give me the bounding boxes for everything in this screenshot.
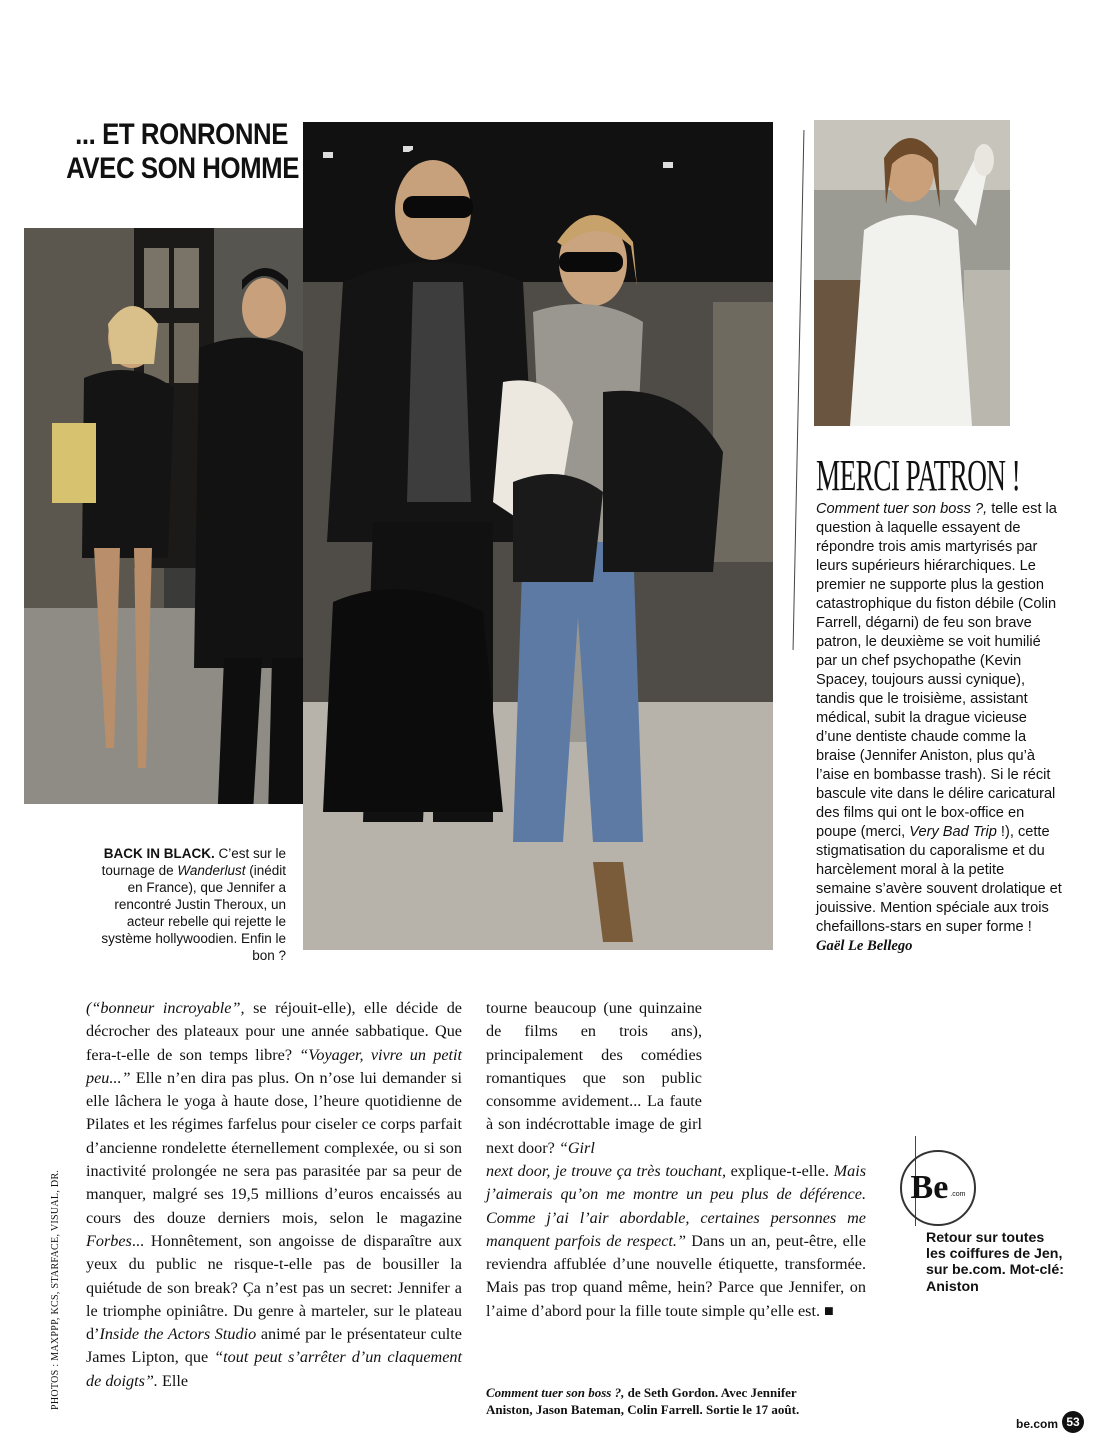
- footer-site: be.com: [1016, 1417, 1059, 1431]
- article-text-3: ... Honnêtement, son angoisse de disparaître aux yeux du public ne risque-t-elle pas de bousiller la quiétude de son break? Ça n’est pas un secret: Jennifer a le triomphe opiniâtre. Du genre à marteler, sur le plateau d’: [86, 1231, 462, 1344]
- photo-credits: PHOTOS : MAXPPP, KCS, STARFACE, VISUAL, DR.: [50, 1169, 61, 1410]
- headline: [66, 118, 300, 186]
- caption-film: Wanderlust: [177, 863, 246, 878]
- be-logo-mark: Be: [910, 1169, 949, 1206]
- be-logo-sub: .com: [950, 1191, 966, 1198]
- article-text-5: Elle: [157, 1371, 189, 1390]
- article-quote-3: “tout peut s’arrêter d’un claquement de doigts”.: [86, 1348, 462, 1390]
- film-credit-title: Comment tuer son boss ?,: [486, 1385, 625, 1400]
- article-column-3: [486, 1160, 866, 1323]
- sidebar-divider: [793, 130, 805, 650]
- sidebar-title: MERCI PATRON !: [816, 451, 1021, 500]
- article-col2-text: tourne beaucoup (une quinzaine de films en trois ans), principalement des comédies romantiques que son public consomme avidement... La faute à son indécrottable image de girl next door?: [486, 999, 702, 1157]
- article-column-2: [486, 997, 702, 1160]
- article-col3-quote-2: Mais j’aimerais qu’on me montre un peu plus de déférence. Comme j’ai l’air abordable, certaines personnes me manquent parfois de respect.”: [486, 1162, 866, 1250]
- sidebar-body-2: !), cette stigmatisation du caporalisme et du harcèlement moral à la petite semaine s’avère souvent drolatique et jouissive. Mention spéciale aux trois chefaillons-stars en super forme !: [816, 824, 1062, 935]
- be-logo: [900, 1150, 976, 1226]
- film-credit-text: de Seth Gordon. Avec Jennifer Aniston, Jason Bateman, Colin Farrell. Sortie le 17 août.: [486, 1385, 800, 1417]
- sidebar-signature: Gaël Le Bellego: [816, 938, 913, 954]
- caption-text: C’est sur le tournage de: [101, 846, 286, 878]
- photo-couple-airport: [303, 122, 773, 950]
- article-column-1: [86, 997, 462, 1393]
- article-quote-2: “Voyager, vivre un petit peu...”: [86, 1045, 463, 1087]
- headline-line-2: AVEC SON HOMME: [66, 152, 300, 185]
- sidebar-lead: Comment tuer son boss ?,: [816, 501, 988, 517]
- article-show: Inside the Actors Studio: [99, 1325, 257, 1344]
- article-forbes: Forbes: [86, 1231, 132, 1250]
- article-text-4: animé par le présentateur culte James Lipton, que: [86, 1325, 462, 1367]
- caption-lead: BACK IN BLACK.: [103, 846, 215, 861]
- sidebar-body-1: telle est la question à laquelle essayent de répondre trois amis martyrisés par leurs supérieurs hiérarchiques. Le premier ne supporte plus la gestion catastrophique du fiston débile (Colin Farrell, dégarni) de feu son brave patron, le deuxième se voit humilié par un chef psychopathe (Kevin Spacey, toujours aussi cynique), tandis que le troisième, assistant médical, subit la drague vicieuse d’une dentiste chaude comme la braise (Jennifer Aniston, plus qu’à l’aise en bombasse trash). Si le récit bascule vite dans le délire caricatural des films qui ont le box-office en poupe (merci,: [816, 501, 1057, 840]
- photo-caption: [100, 845, 286, 964]
- retour-text: Retour sur toutes les coiffures de Jen, sur be.com. Mot-clé: Aniston: [926, 1230, 1064, 1295]
- article-col2-quote: “Girl: [558, 1138, 595, 1157]
- article-quote-1: (“bonneur incroyable”,: [86, 999, 245, 1017]
- sidebar-text: [816, 500, 1062, 956]
- article-text-2: Elle n’en dira pas plus. On n’ose lui demander si elle lâchera le yoga à haute dose, l’heure quotidienne de Pilates et les régimes farfelus pour ciseler ce corps parfait d’ancienne rondelette éternellement complexée, ou si son inactivité prolongée ne sera pas parasitée par sa peur de manquer, malgré ses 19,5 millions d’euros encaissés au cours des douze derniers mois, selon le magazine: [86, 1068, 462, 1227]
- sidebar-film: Very Bad Trip: [909, 824, 997, 840]
- caption-text-end: (inédit en France), que Jennifer a rencontré Justin Theroux, un acteur rebelle qui rejette le système hollywoodien. Enfin le bon ?: [101, 863, 286, 963]
- film-credit: [486, 1384, 826, 1418]
- article-col3-text-1: explique-t-elle.: [726, 1162, 834, 1180]
- headline-line-1: ... ET RONRONNE: [75, 118, 288, 151]
- photo-couple-night: [24, 228, 315, 804]
- article-col3-quote: next door, je trouve ça très touchant,: [486, 1162, 727, 1180]
- photo-dentist: [814, 120, 1010, 426]
- article-col3-text-2: Dans un an, peut-être, elle reviendra affublée d’une nouvelle étiquette, transformée. Mais pas trop quand même, hein? Parce que Jennifer, on l’aime d’abord pour la fille toute simple qu’elle est. ■: [486, 1231, 866, 1320]
- page-number: 53: [1062, 1411, 1084, 1433]
- article-text-1: se réjouit-elle), elle décide de décrocher des plateaux pour une année sabbatique. Que fera-t-elle de son temps libre?: [86, 999, 462, 1064]
